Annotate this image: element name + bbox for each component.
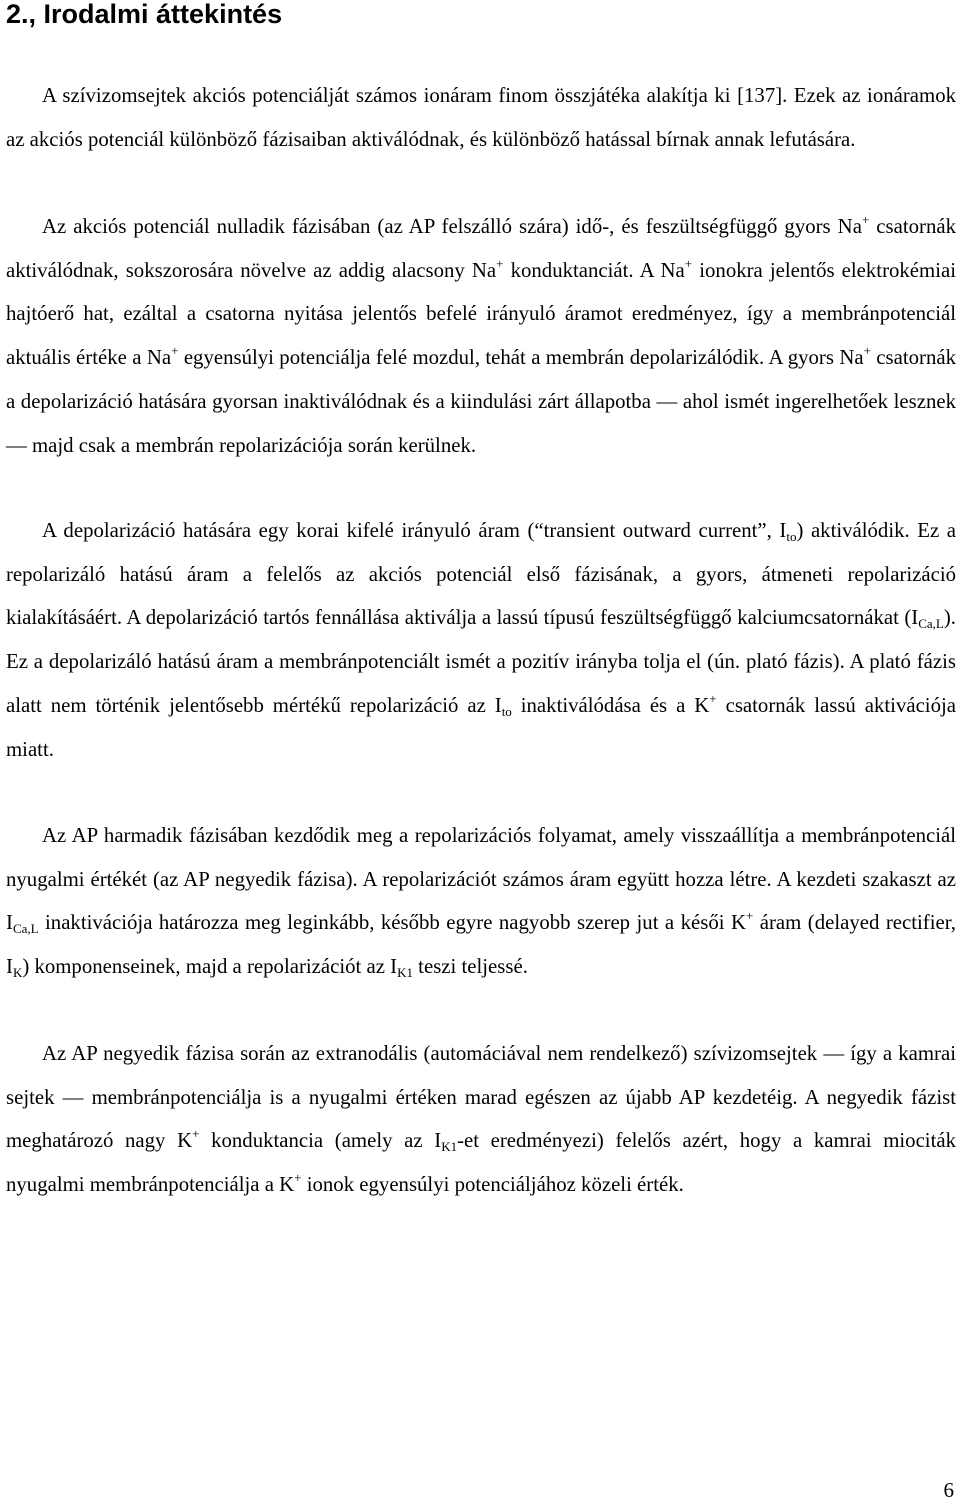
paragraph-text: Az AP negyedik fázisa során az extranodális (automáciával nem rendelkező) szívizomsejtek — így a kamrai sejtek — membránpotenciálja is a nyugalmi értéken marad egészen az újabb AP kezdetéig. A negyedik fázist meghatározó nagy K — [6, 1042, 956, 1153]
paragraph-text: ionokra jelentős elektrokémiai hajtóerő hat, ezáltal a csatorna nyitása jelentős befelé irányuló áramot eredményez, így a membránpotenciál aktuális értéke a Na — [6, 258, 956, 370]
page-number: 6 — [943, 1478, 954, 1502]
subscript: to — [786, 529, 797, 544]
paragraph-text: Az akciós potenciál nulladik fázisában (az AP felszálló szára) idő-, és feszültségfüggő gyors Na — [42, 215, 862, 238]
paragraph-text: csatornák aktiválódnak, sokszorosára növelve az addig alacsony Na — [6, 215, 956, 282]
paragraph-text: Az AP harmadik fázisában kezdődik meg a repolarizációs folyamat, amely visszaállítja a membránpotenciál nyugalmi értékét (az AP negyedik fázisa). A repolarizációt számos áram együtt hozza létre. A kezdeti szakaszt az I — [6, 824, 956, 935]
paragraph-text: csatornák lassú aktivációja miatt. — [6, 693, 956, 761]
subscript: K1 — [441, 1139, 458, 1155]
paragraph-phase-zero — [6, 205, 956, 467]
superscript: + — [709, 690, 717, 706]
superscript: + — [171, 343, 179, 359]
superscript: + — [294, 1170, 302, 1186]
superscript: + — [192, 1126, 200, 1142]
paragraph-text: konduktanciát. A Na — [503, 258, 685, 282]
paragraph-text: egyensúlyi potenciálja felé mozdul, tehát a membrán depolarizálódik. A gyors Na — [178, 346, 864, 370]
paragraph-text: -et eredményezi) felelős azért, hogy a kamrai miociták nyugalmi membránpotenciálja a K — [6, 1129, 956, 1197]
section-heading: 2., Irodalmi áttekintés — [6, 0, 283, 29]
paragraph-text: konduktancia (amely az I — [199, 1129, 442, 1153]
superscript: + — [861, 212, 870, 227]
superscript: + — [863, 343, 871, 359]
paragraph-intro — [6, 74, 956, 161]
paragraph-phase-four — [6, 1032, 956, 1207]
subscript: K1 — [397, 965, 413, 981]
superscript: + — [684, 255, 693, 271]
paragraph-text: ) aktiválódik. Ez a repolarizáló hatású áram a felelős az akciós potenciál első fázisának, a gyors, átmeneti repolarizáció kialakításáért. A depolarizáció tartós fennállása aktiválja a lassú típusú feszültségfüggő kalciumcsatornákat (I — [6, 519, 956, 630]
paragraph-phase-three — [6, 814, 956, 989]
paragraph-text: ionok egyensúlyi potenciáljához közeli érték. — [301, 1173, 684, 1197]
superscript: + — [496, 255, 504, 271]
paragraph-text: csatornák a depolarizáció hatására gyorsan inaktiválódnak és a kiindulási zárt állapotba — ahol ismét ingerelhetőek lesznek — majd csak a membrán repolarizációja során kerülnek. — [6, 346, 956, 457]
subscript: Ca,L — [918, 616, 944, 632]
paragraph-text: ) komponenseinek, majd a repolarizációt az I — [22, 955, 398, 979]
paragraph-text: inaktivációja határozza meg leginkább, később egyre nagyobb szerep jut a késői K — [38, 911, 746, 935]
subscript: K — [12, 965, 23, 981]
superscript: + — [745, 908, 754, 924]
paragraph-text: A depolarizáció hatására egy korai kifelé irányuló áram (“transient outward current”, I — [42, 519, 787, 542]
paragraph-text: áram (delayed rectifier, I — [6, 911, 956, 979]
paragraph-text: inaktiválódása és a K — [511, 693, 710, 717]
subscript: Ca,L — [12, 921, 39, 937]
paragraph-text: ). Ez a depolarizáló hatású áram a membránpotenciált ismét a pozitív irányba tolja el (ún. plató fázis). A plató fázis alatt nem történik jelentősebb mértékű repolarizáció az I — [6, 606, 956, 717]
paragraph-text: A szívizomsejtek akciós potenciálját számos ionáram finom összjátéka alakítja ki [137]. Ezek az ionáramok az akciós potenciál különböző fázisaiban aktiválódnak, és különböző hatással bírnak annak lefutására. — [6, 84, 956, 151]
subscript: to — [501, 703, 512, 719]
paragraph-early-repolarization — [6, 509, 956, 771]
paragraph-text: teszi teljessé. — [412, 955, 528, 979]
